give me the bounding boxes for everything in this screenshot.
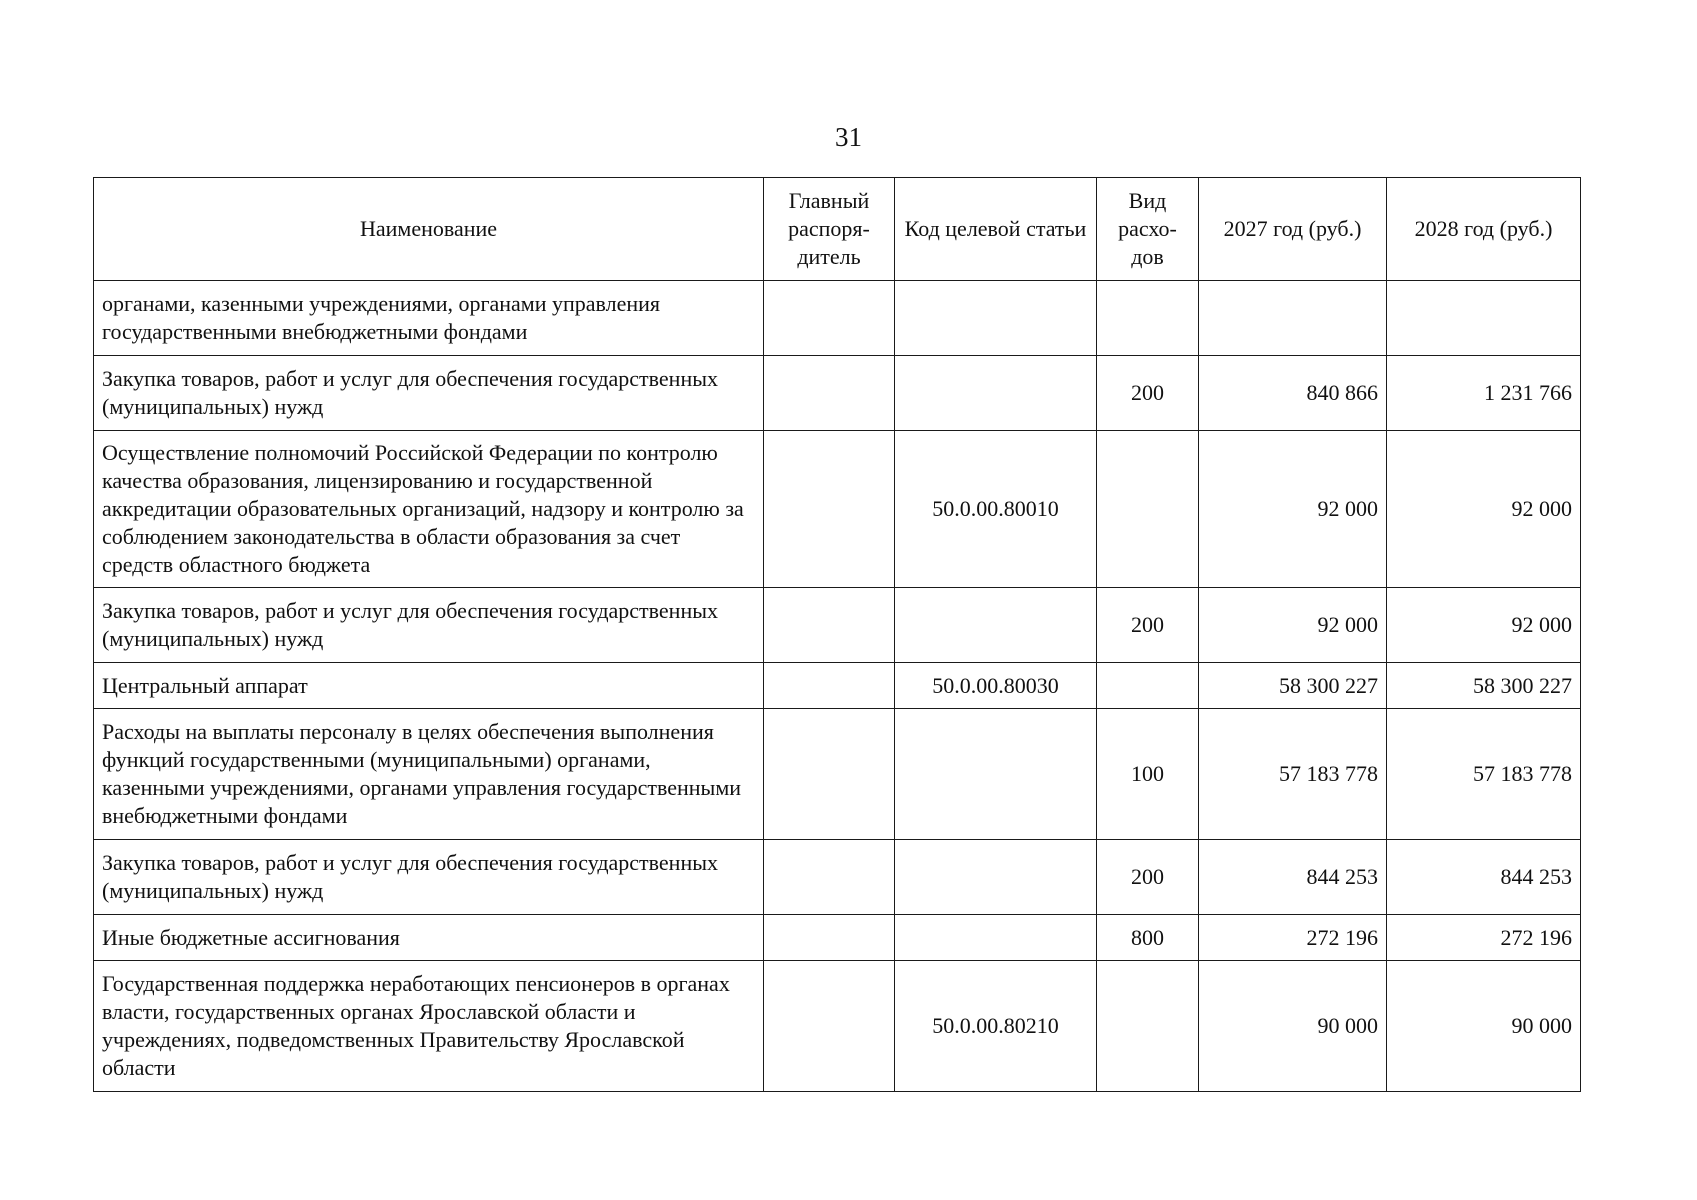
header-2027: 2027 год (руб.): [1199, 178, 1387, 281]
row-2028: 92 000: [1387, 588, 1581, 663]
row-2027: 57 183 778: [1199, 709, 1387, 840]
row-2027: 844 253: [1199, 840, 1387, 915]
page-number: 31: [835, 122, 862, 152]
row-kind: 200: [1097, 356, 1199, 431]
row-kind: 800: [1097, 915, 1199, 961]
row-2028: [1387, 281, 1581, 356]
row-2028: 92 000: [1387, 431, 1581, 588]
row-2028: 272 196: [1387, 915, 1581, 961]
table-row: [94, 588, 1581, 663]
row-code: 50.0.00.80030: [895, 663, 1097, 709]
row-2028: 58 300 227: [1387, 663, 1581, 709]
table-row: [94, 431, 1581, 588]
header-manager: Главный распоря-дитель: [764, 178, 895, 281]
row-code: 50.0.00.80010: [895, 431, 1097, 588]
header-kind: Вид расхо-дов: [1097, 178, 1199, 281]
row-2027: 840 866: [1199, 356, 1387, 431]
table-row: [94, 840, 1581, 915]
row-code: [895, 840, 1097, 915]
row-code: [895, 915, 1097, 961]
row-code: [895, 709, 1097, 840]
row-2028: 57 183 778: [1387, 709, 1581, 840]
row-manager: [764, 961, 895, 1092]
row-2027: 272 196: [1199, 915, 1387, 961]
row-2027: 90 000: [1199, 961, 1387, 1092]
row-kind: [1097, 281, 1199, 356]
row-name: Иные бюджетные ассигнования: [94, 915, 764, 961]
row-name: Государственная поддержка неработающих пенсионеров в органах власти, государственных органах Ярославской области и учреждениях, подведомственных Правительству Ярославской области: [94, 961, 764, 1092]
row-code: [895, 588, 1097, 663]
row-kind: [1097, 663, 1199, 709]
row-name: органами, казенными учреждениями, органами управления государственными внебюджетными фондами: [94, 281, 764, 356]
table-row: [94, 961, 1581, 1092]
row-code: [895, 281, 1097, 356]
header-name: Наименование: [94, 178, 764, 281]
row-manager: [764, 915, 895, 961]
row-2027: [1199, 281, 1387, 356]
row-code: 50.0.00.80210: [895, 961, 1097, 1092]
row-name: Центральный аппарат: [94, 663, 764, 709]
row-manager: [764, 281, 895, 356]
row-name: Закупка товаров, работ и услуг для обеспечения государственных (муниципальных) нужд: [94, 840, 764, 915]
table-row: [94, 709, 1581, 840]
row-kind: [1097, 431, 1199, 588]
header-2028: 2028 год (руб.): [1387, 178, 1581, 281]
row-manager: [764, 663, 895, 709]
row-2028: 844 253: [1387, 840, 1581, 915]
row-kind: 200: [1097, 588, 1199, 663]
row-kind: 100: [1097, 709, 1199, 840]
row-name: Закупка товаров, работ и услуг для обеспечения государственных (муниципальных) нужд: [94, 588, 764, 663]
row-name: Осуществление полномочий Российской Федерации по контролю качества образования, лицензированию и государственной аккредитации образовательных организаций, надзору и контролю за соблюдением законодательства в области образования за счет средств областного бюджета: [94, 431, 764, 588]
row-manager: [764, 588, 895, 663]
row-code: [895, 356, 1097, 431]
row-name: Закупка товаров, работ и услуг для обеспечения государственных (муниципальных) нужд: [94, 356, 764, 431]
row-2028: 1 231 766: [1387, 356, 1581, 431]
row-2028: 90 000: [1387, 961, 1581, 1092]
table-row: [94, 281, 1581, 356]
row-kind: 200: [1097, 840, 1199, 915]
budget-table: [93, 177, 1581, 1092]
row-kind: [1097, 961, 1199, 1092]
row-manager: [764, 709, 895, 840]
row-2027: 58 300 227: [1199, 663, 1387, 709]
header-code: Код целевой статьи: [895, 178, 1097, 281]
table-header-row: [94, 178, 1581, 281]
table-row: [94, 356, 1581, 431]
row-2027: 92 000: [1199, 431, 1387, 588]
row-manager: [764, 356, 895, 431]
row-manager: [764, 431, 895, 588]
table-row: [94, 663, 1581, 709]
row-name: Расходы на выплаты персоналу в целях обеспечения выполнения функций государственными (муниципальными) органами, казенными учреждениями, органами управления государственными внебюджетными фондами: [94, 709, 764, 840]
row-2027: 92 000: [1199, 588, 1387, 663]
table-row: [94, 915, 1581, 961]
row-manager: [764, 840, 895, 915]
